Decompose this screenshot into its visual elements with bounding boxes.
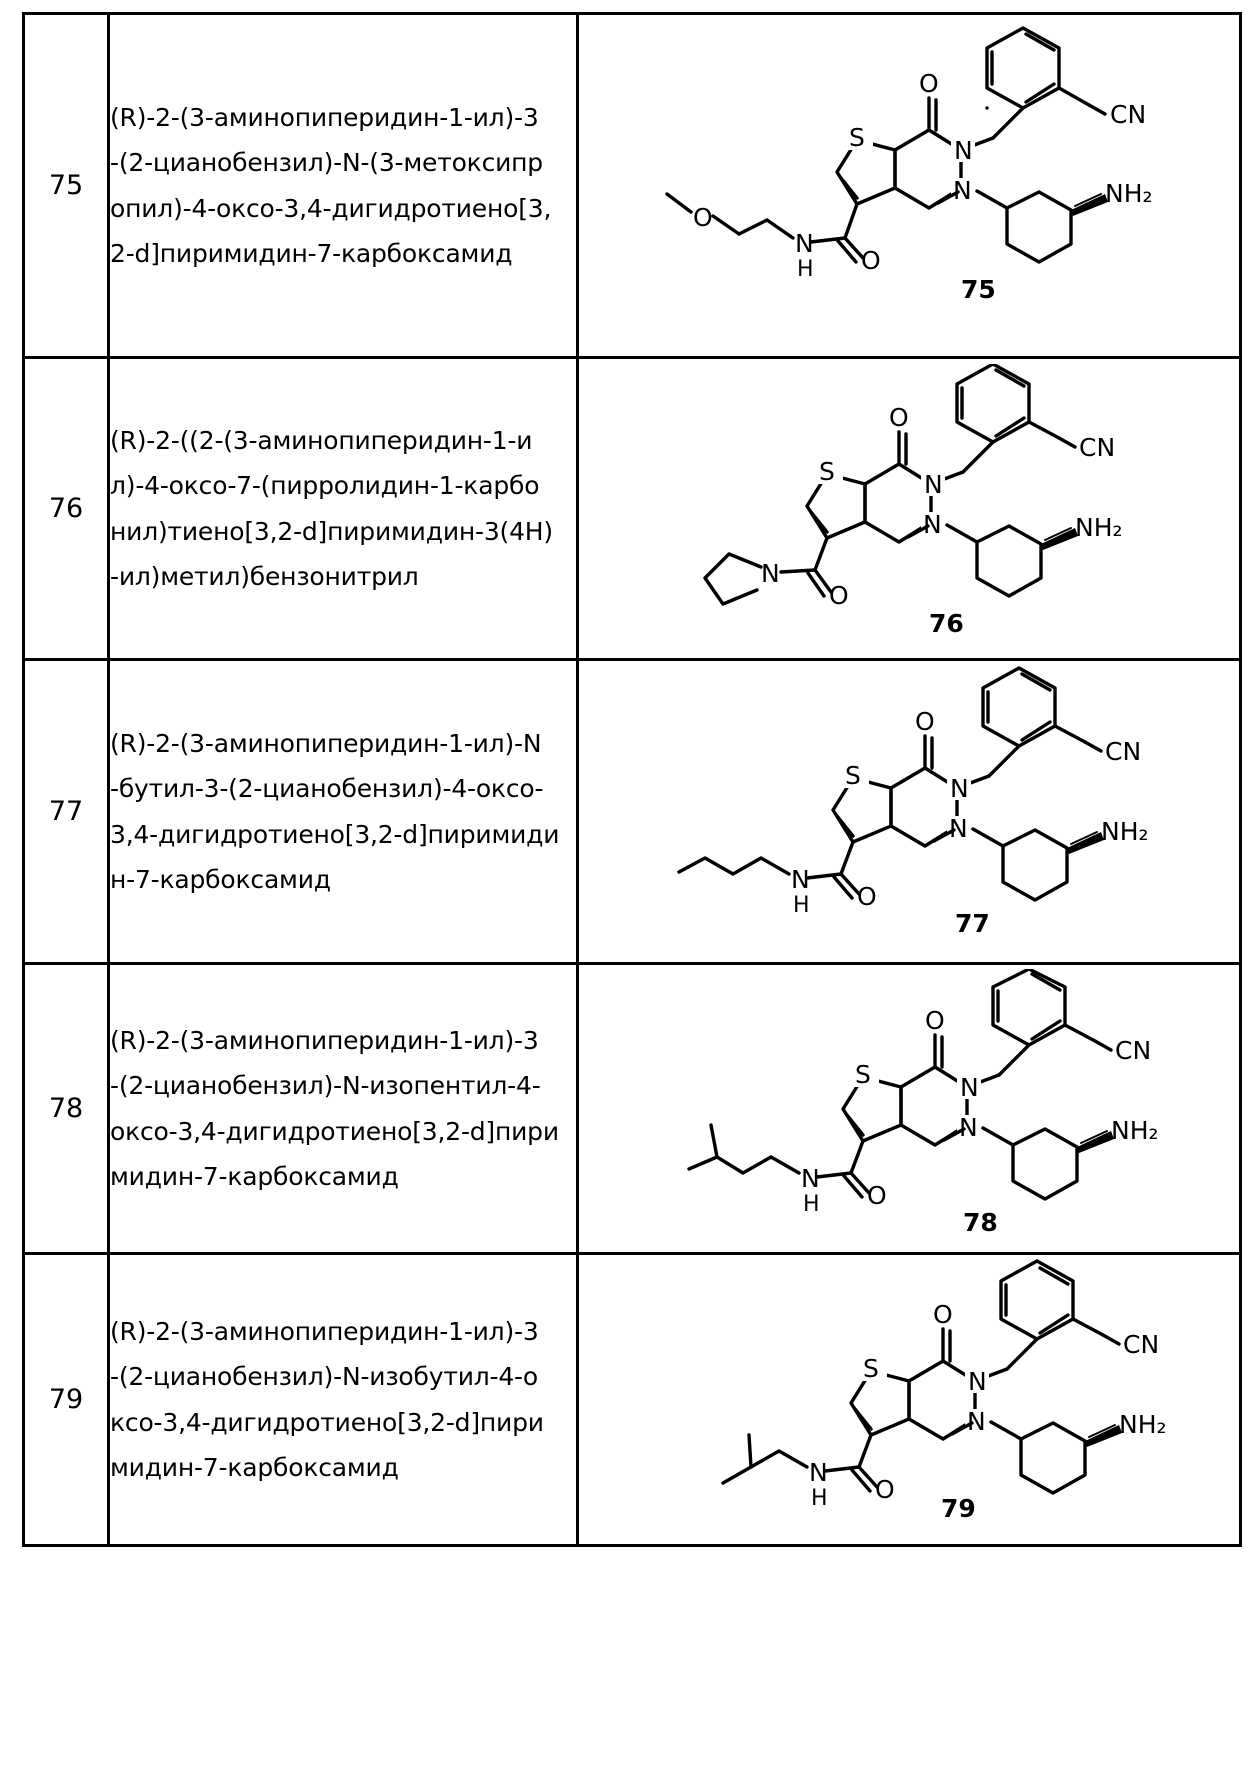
atom-label-nh: N <box>791 864 810 894</box>
atom-label-o-amide: O <box>861 245 881 275</box>
compound-number: 77 <box>48 796 84 827</box>
table-row <box>24 1254 1241 1546</box>
atom-label-o-carbonyl: O <box>925 1005 945 1035</box>
structure-diagram-75 <box>579 26 1239 346</box>
compound-name-line: нил)тиено[3,2-d]пиримидин-3(4H) <box>110 516 553 546</box>
structure-diagram-77 <box>579 666 1239 958</box>
compound-number: 78 <box>48 1093 84 1124</box>
structure-label: 79 <box>941 1493 976 1523</box>
table-row <box>24 14 1241 358</box>
atom-label-nh: N <box>809 1457 828 1487</box>
compound-name-line: 3,4-дигидротиено[3,2-d]пиримиди <box>110 819 560 849</box>
chemical-structure-cell <box>578 1254 1241 1546</box>
compound-number-cell <box>24 358 109 660</box>
atom-label-nh: N <box>795 228 814 258</box>
atom-label-o-carbonyl: O <box>919 68 939 98</box>
chemical-structure-cell <box>578 14 1241 358</box>
atom-label-o-ether: O <box>693 202 713 232</box>
atom-label-n-imine: N <box>959 1112 978 1142</box>
compound-name-cell <box>109 1254 578 1546</box>
compound-name-line: л)-4-оксо-7-(пирролидин-1-карбо <box>110 471 540 500</box>
compound-name-line: (R)-2-(3-аминопиперидин-1-ил)-3 <box>110 1316 539 1346</box>
compound-name-cell <box>109 964 578 1254</box>
atom-label-s: S <box>863 1353 879 1383</box>
compound-table <box>22 12 1242 1547</box>
atom-label-o-amide: O <box>867 1180 887 1210</box>
atom-label-cn: CN <box>1115 1035 1152 1065</box>
atom-label-s: S <box>855 1059 871 1089</box>
structure-label: 77 <box>955 908 990 938</box>
structure-diagram-78 <box>579 969 1239 1249</box>
table-row <box>24 964 1241 1254</box>
atom-label-n-imine: N <box>949 813 968 843</box>
compound-number: 75 <box>48 170 84 201</box>
atom-label-cn: CN <box>1079 432 1116 462</box>
table-row <box>24 358 1241 660</box>
atom-label-nh: N <box>801 1163 820 1193</box>
compound-number: 79 <box>48 1384 84 1415</box>
chemical-structure-cell <box>578 660 1241 964</box>
compound-name-line: оксо-3,4-дигидротиено[3,2-d]пири <box>110 1116 559 1146</box>
atom-label-n-ring: N <box>950 773 969 803</box>
structure-label: 78 <box>963 1207 998 1237</box>
atom-label-n-ring: N <box>924 469 943 499</box>
atom-label-nh2: NH₂ <box>1105 178 1153 208</box>
compound-number: 76 <box>48 493 84 524</box>
compound-name-cell <box>109 14 578 358</box>
compound-name-line: (R)-2-(3-аминопиперидин-1-ил)-3 <box>110 102 539 132</box>
atom-label-o-amide: O <box>829 580 849 610</box>
atom-label-s: S <box>849 122 865 152</box>
atom-label-n-pyrrolidine: N <box>761 558 780 588</box>
atom-label-nh2: NH₂ <box>1101 816 1149 846</box>
atom-label-nh-h: H <box>797 256 814 282</box>
atom-label-n-ring: N <box>954 135 973 165</box>
compound-number-cell <box>24 14 109 358</box>
table-row <box>24 660 1241 964</box>
compound-name-line: (R)-2-(3-аминопиперидин-1-ил)-3 <box>110 1025 539 1055</box>
compound-name-cell <box>109 358 578 660</box>
compound-name-line: 2-d]пиримидин-7-карбоксамид <box>110 239 513 268</box>
compound-name-line: -ил)метил)бензонитрил <box>110 562 419 591</box>
atom-label-o-amide: O <box>857 881 877 911</box>
compound-name-line: -(2-цианобензил)-N-изопентил-4- <box>110 1071 541 1100</box>
compound-name-line: -(2-цианобензил)-N-изобутил-4-о <box>110 1362 538 1391</box>
atom-label-n-imine: N <box>967 1406 986 1436</box>
structure-label: 76 <box>929 608 964 638</box>
structure-label: 75 <box>961 274 996 304</box>
atom-label-s: S <box>845 760 861 790</box>
compound-name-line: -(2-цианобензил)-N-(3-метоксипр <box>110 148 543 177</box>
atom-label-n-ring: N <box>960 1072 979 1102</box>
compound-name-line: мидин-7-карбоксамид <box>110 1162 399 1191</box>
compound-number-cell <box>24 964 109 1254</box>
atom-label-n-ring: N <box>968 1366 987 1396</box>
compound-name-line: ксо-3,4-дигидротиено[3,2-d]пири <box>110 1407 544 1437</box>
atom-label-o-carbonyl: O <box>933 1299 953 1329</box>
structure-diagram-76 <box>579 364 1239 654</box>
atom-label-o-amide: O <box>875 1474 895 1504</box>
atom-label-nh-h: H <box>811 1485 828 1511</box>
compound-name-line: опил)-4-оксо-3,4-дигидротиено[3, <box>110 193 552 223</box>
atom-label-nh-h: H <box>803 1191 820 1217</box>
structure-diagram-79 <box>579 1259 1239 1541</box>
compound-number-cell <box>24 660 109 964</box>
atom-label-nh2: NH₂ <box>1075 512 1123 542</box>
atom-label-nh2: NH₂ <box>1111 1115 1159 1145</box>
atom-label-cn: CN <box>1105 736 1142 766</box>
atom-label-s: S <box>819 456 835 486</box>
chemical-structure-cell <box>578 964 1241 1254</box>
atom-label-nh-h: H <box>793 892 810 918</box>
compound-name-line: (R)-2-(3-аминопиперидин-1-ил)-N <box>110 728 542 758</box>
atom-label-cn: CN <box>1123 1329 1160 1359</box>
chemical-structure-cell <box>578 358 1241 660</box>
atom-label-n-imine: N <box>923 509 942 539</box>
compound-name-line: мидин-7-карбоксамид <box>110 1453 399 1482</box>
atom-label-nh2: NH₂ <box>1119 1409 1167 1439</box>
atom-label-o-carbonyl: O <box>915 706 935 736</box>
compound-name-line: (R)-2-((2-(3-аминопиперидин-1-и <box>110 425 533 455</box>
compound-name-cell <box>109 660 578 964</box>
compound-name-line: н-7-карбоксамид <box>110 865 331 894</box>
atom-label-o-carbonyl: O <box>889 402 909 432</box>
atom-label-cn: CN <box>1110 99 1147 129</box>
atom-label-n-imine: N <box>953 175 972 205</box>
compound-name-line: -бутил-3-(2-цианобензил)-4-оксо- <box>110 774 544 803</box>
compound-number-cell <box>24 1254 109 1546</box>
